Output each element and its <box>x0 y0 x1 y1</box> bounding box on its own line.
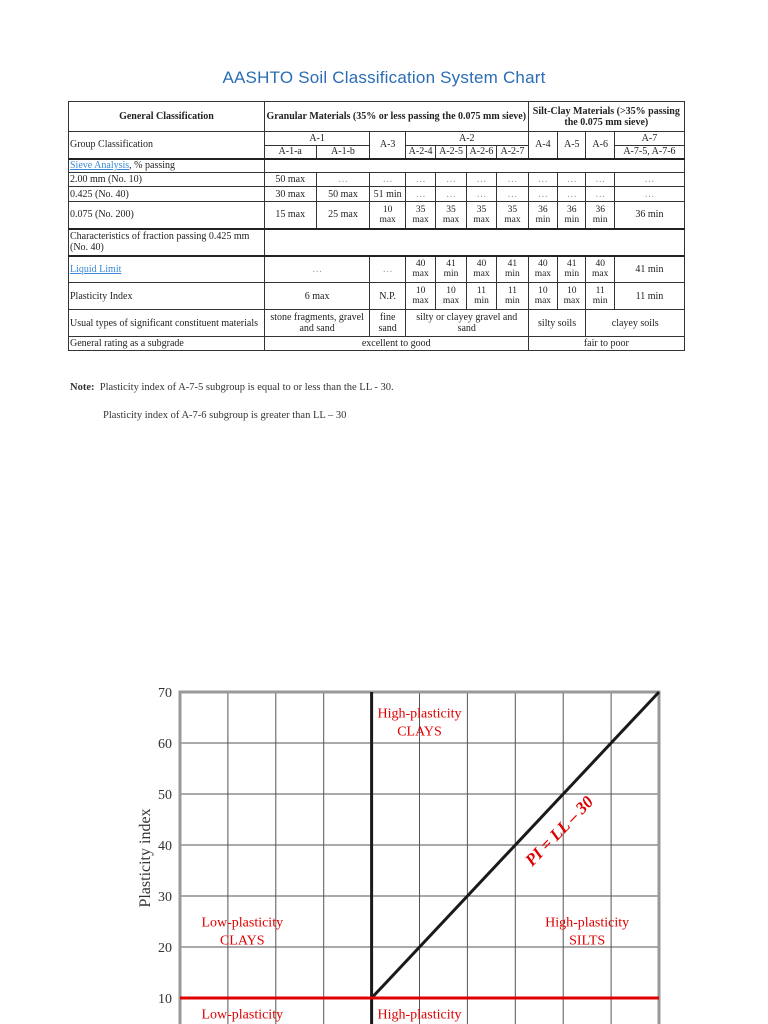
pi-a6 <box>586 283 614 310</box>
no200-a3 <box>370 202 406 229</box>
no10-a6: … <box>586 173 614 187</box>
no40-a7: … <box>614 187 684 202</box>
ll-a26 <box>466 256 496 283</box>
subgroup-a25: A-2-5 <box>436 146 466 159</box>
region-label-line: High-plasticity <box>545 915 630 931</box>
subgroup-a1a: A-1-a <box>264 146 316 159</box>
row-label-materials: Usual types of significant constituent materials <box>69 310 265 337</box>
pi-a7: 11 min <box>614 283 684 310</box>
no10-a3: … <box>370 173 406 187</box>
value: 10 <box>415 286 426 296</box>
qualifier: min <box>505 269 520 280</box>
ll-a3: … <box>370 256 406 283</box>
materials-a3: fine sand <box>370 310 406 337</box>
value: 10 <box>382 204 393 215</box>
pi-line-label: PI = LL – 30 <box>521 792 598 870</box>
no40-a26: … <box>466 187 496 202</box>
sieve-analysis-label <box>69 159 265 173</box>
no200-a26 <box>466 202 496 229</box>
qualifier: max <box>592 269 609 280</box>
value: 35 <box>415 204 426 215</box>
granular-materials-header: Granular Materials (35% or less passing the 0.075 mm sieve) <box>264 102 528 132</box>
pi-a26 <box>466 283 496 310</box>
table-row <box>69 187 685 202</box>
aashto-classification-table <box>68 101 685 351</box>
qualifier: max <box>534 269 552 280</box>
region-label-line: CLAYS <box>219 933 265 949</box>
qualifier: max <box>412 296 429 306</box>
ll-a25 <box>436 256 466 283</box>
subgroup-a24: A-2-4 <box>405 146 435 159</box>
y-tick-label: 10 <box>158 992 172 1008</box>
sieve-analysis-link[interactable]: Sieve Analysis <box>70 160 130 172</box>
region-label-line: Low-plasticity <box>201 1007 284 1023</box>
table-row <box>69 337 685 351</box>
silt-clay-materials-header: Silt-Clay Materials (>35% passing the 0.075 mm sieve) <box>528 102 684 132</box>
value: 41 <box>446 259 456 270</box>
chart-annotations <box>201 707 629 1023</box>
value: 35 <box>507 204 518 215</box>
value: 40 <box>476 259 487 270</box>
no200-a1a: 15 max <box>264 202 316 229</box>
pi-a27 <box>497 283 528 310</box>
no200-a1b: 25 max <box>316 202 370 229</box>
y-tick-label: 30 <box>158 890 172 906</box>
no40-a3: 51 min <box>370 187 406 202</box>
no40-a6: … <box>586 187 614 202</box>
qualifier: max <box>563 296 580 306</box>
fraction-blank <box>264 229 684 256</box>
no40-a1b: 50 max <box>316 187 370 202</box>
note-text-1: Plasticity index of A-7-5 subgroup is equal to or less than the LL - 30. <box>99 382 394 393</box>
no10-a4: … <box>528 173 557 187</box>
sieve-analysis-suffix: , % passing <box>129 160 176 172</box>
row-label-no200: 0.075 (No. 200) <box>69 202 265 229</box>
region-label-line: High-plasticity <box>377 706 462 722</box>
ll-a1: … <box>264 256 370 283</box>
subgroup-a7: A-7-5, A-7-6 <box>614 146 684 159</box>
table-row <box>69 310 685 337</box>
materials-a4-a5: silty soils <box>528 310 586 337</box>
pi-a25 <box>436 283 466 310</box>
pi-a1: 6 max <box>264 283 370 310</box>
group-a5: A-5 <box>558 132 586 159</box>
rating-granular: excellent to good <box>264 337 528 351</box>
value: 11 <box>507 286 517 296</box>
ll-a7: 41 min <box>614 256 684 283</box>
pi-a5 <box>558 283 586 310</box>
table-row <box>69 283 685 310</box>
no40-a27: … <box>497 187 528 202</box>
subgroup-a1b: A-1-b <box>316 146 370 159</box>
row-label-no10: 2.00 mm (No. 10) <box>69 173 265 187</box>
value: 35 <box>446 204 456 215</box>
no40-a24: … <box>405 187 435 202</box>
no200-a4 <box>528 202 557 229</box>
no200-a24 <box>405 202 435 229</box>
no40-a5: … <box>558 187 586 202</box>
y-tick-label: 70 <box>158 686 172 701</box>
materials-a1: stone fragments, gravel and sand <box>264 310 370 337</box>
value: 40 <box>595 259 605 270</box>
table-row <box>69 202 685 229</box>
liquid-limit-link[interactable]: Liquid Limit <box>70 263 122 275</box>
group-a4: A-4 <box>528 132 557 159</box>
table-row <box>69 256 685 283</box>
qualifier: min <box>592 214 608 225</box>
region-label <box>378 1007 462 1022</box>
y-tick-label: 20 <box>158 941 172 957</box>
region-label <box>201 916 283 949</box>
y-tick-label: 60 <box>158 737 172 753</box>
no200-a5 <box>558 202 586 229</box>
value: 36 <box>538 204 548 215</box>
qualifier: min <box>474 296 489 306</box>
qualifier: max <box>379 214 396 225</box>
no10-a24: … <box>405 173 435 187</box>
value: 11 <box>476 286 487 296</box>
value: 41 <box>507 259 518 270</box>
region-label-line: Low-plasticity <box>201 915 284 931</box>
region-label <box>545 916 629 949</box>
no10-a26: … <box>466 173 496 187</box>
group-row <box>69 132 685 146</box>
value: 10 <box>538 286 548 296</box>
no10-a27: … <box>497 173 528 187</box>
no200-a25 <box>436 202 466 229</box>
qualifier: max <box>534 296 552 306</box>
qualifier: max <box>442 296 460 306</box>
plasticity-chart <box>120 672 680 1024</box>
pi-a3: N.P. <box>370 283 406 310</box>
no10-a5: … <box>558 173 586 187</box>
qualifier: max <box>412 214 429 225</box>
qualifier: min <box>564 214 580 225</box>
value: 36 <box>595 204 605 215</box>
no200-a27 <box>497 202 528 229</box>
group-a6: A-6 <box>586 132 614 159</box>
region-label-line: High-plasticity <box>377 1007 462 1023</box>
note-line-1 <box>70 382 394 393</box>
no10-a25: … <box>436 173 466 187</box>
qualifier: min <box>564 269 580 280</box>
page-title: AASHTO Soil Classification System Chart <box>222 68 546 87</box>
row-label-liquid-limit <box>69 256 265 283</box>
value: 10 <box>446 286 456 296</box>
qualifier: min <box>535 214 551 225</box>
fraction-row <box>69 229 685 256</box>
group-a3: A-3 <box>370 132 406 159</box>
vertical-grid-lines <box>228 692 611 1024</box>
note-line-2: Plasticity index of A-7-6 subgroup is greater than LL – 30 <box>103 410 347 421</box>
no40-a1a: 30 max <box>264 187 316 202</box>
no10-a1b: … <box>316 173 370 187</box>
table-header-row <box>69 102 685 132</box>
qualifier: max <box>473 214 490 225</box>
no10-a7: … <box>614 173 684 187</box>
ll-a6 <box>586 256 614 283</box>
ll-a27 <box>497 256 528 283</box>
materials-a2: silty or clayey gravel and sand <box>405 310 528 337</box>
y-tick-labels <box>158 686 172 1007</box>
pi-a4 <box>528 283 557 310</box>
note-label: Note: <box>70 382 95 393</box>
group-a1: A-1 <box>264 132 370 146</box>
no40-a4: … <box>528 187 557 202</box>
value: 41 <box>567 259 577 270</box>
row-label-plasticity-index: Plasticity Index <box>69 283 265 310</box>
no200-a7: 36 min <box>614 202 684 229</box>
value: 11 <box>595 286 605 296</box>
group-a2: A-2 <box>405 132 528 146</box>
region-label-line: CLAYS <box>397 724 442 740</box>
group-a7: A-7 <box>614 132 684 146</box>
y-tick-label: 50 <box>158 788 172 804</box>
subgroup-a27: A-2-7 <box>497 146 528 159</box>
value: 35 <box>476 204 487 215</box>
region-label <box>201 1007 283 1022</box>
group-classification-label: Group Classification <box>69 132 265 159</box>
value: 40 <box>538 259 548 270</box>
qualifier: min <box>592 296 608 306</box>
sieve-analysis-blank <box>264 159 684 173</box>
value: 36 <box>567 204 577 215</box>
qualifier: max <box>412 269 429 280</box>
ll-a4 <box>528 256 557 283</box>
qualifier: max <box>504 214 521 225</box>
y-tick-label: 40 <box>158 839 172 855</box>
sieve-analysis-row <box>69 159 685 173</box>
qualifier: min <box>443 269 459 280</box>
value: 10 <box>567 286 577 296</box>
row-label-rating: General rating as a subgrade <box>69 337 265 351</box>
region-label-line: SILTS <box>569 933 606 949</box>
materials-a6-a7: clayey soils <box>586 310 685 337</box>
qualifier: min <box>505 296 520 306</box>
pi-a24 <box>405 283 435 310</box>
ll-a5 <box>558 256 586 283</box>
no10-a1a: 50 max <box>264 173 316 187</box>
qualifier: max <box>473 269 490 280</box>
value: 40 <box>415 259 426 270</box>
table-row <box>69 173 685 187</box>
ll-a24 <box>405 256 435 283</box>
row-label-fraction: Characteristics of fraction passing 0.425 mm (No. 40) <box>69 229 265 256</box>
row-label-no40: 0.425 (No. 40) <box>69 187 265 202</box>
subgroup-a26: A-2-6 <box>466 146 496 159</box>
no40-a25: … <box>436 187 466 202</box>
rating-siltclay: fair to poor <box>528 337 684 351</box>
no200-a6 <box>586 202 614 229</box>
y-axis-label: Plasticity index <box>137 808 154 908</box>
general-classification-header: General Classification <box>69 102 265 132</box>
qualifier: max <box>442 214 460 225</box>
